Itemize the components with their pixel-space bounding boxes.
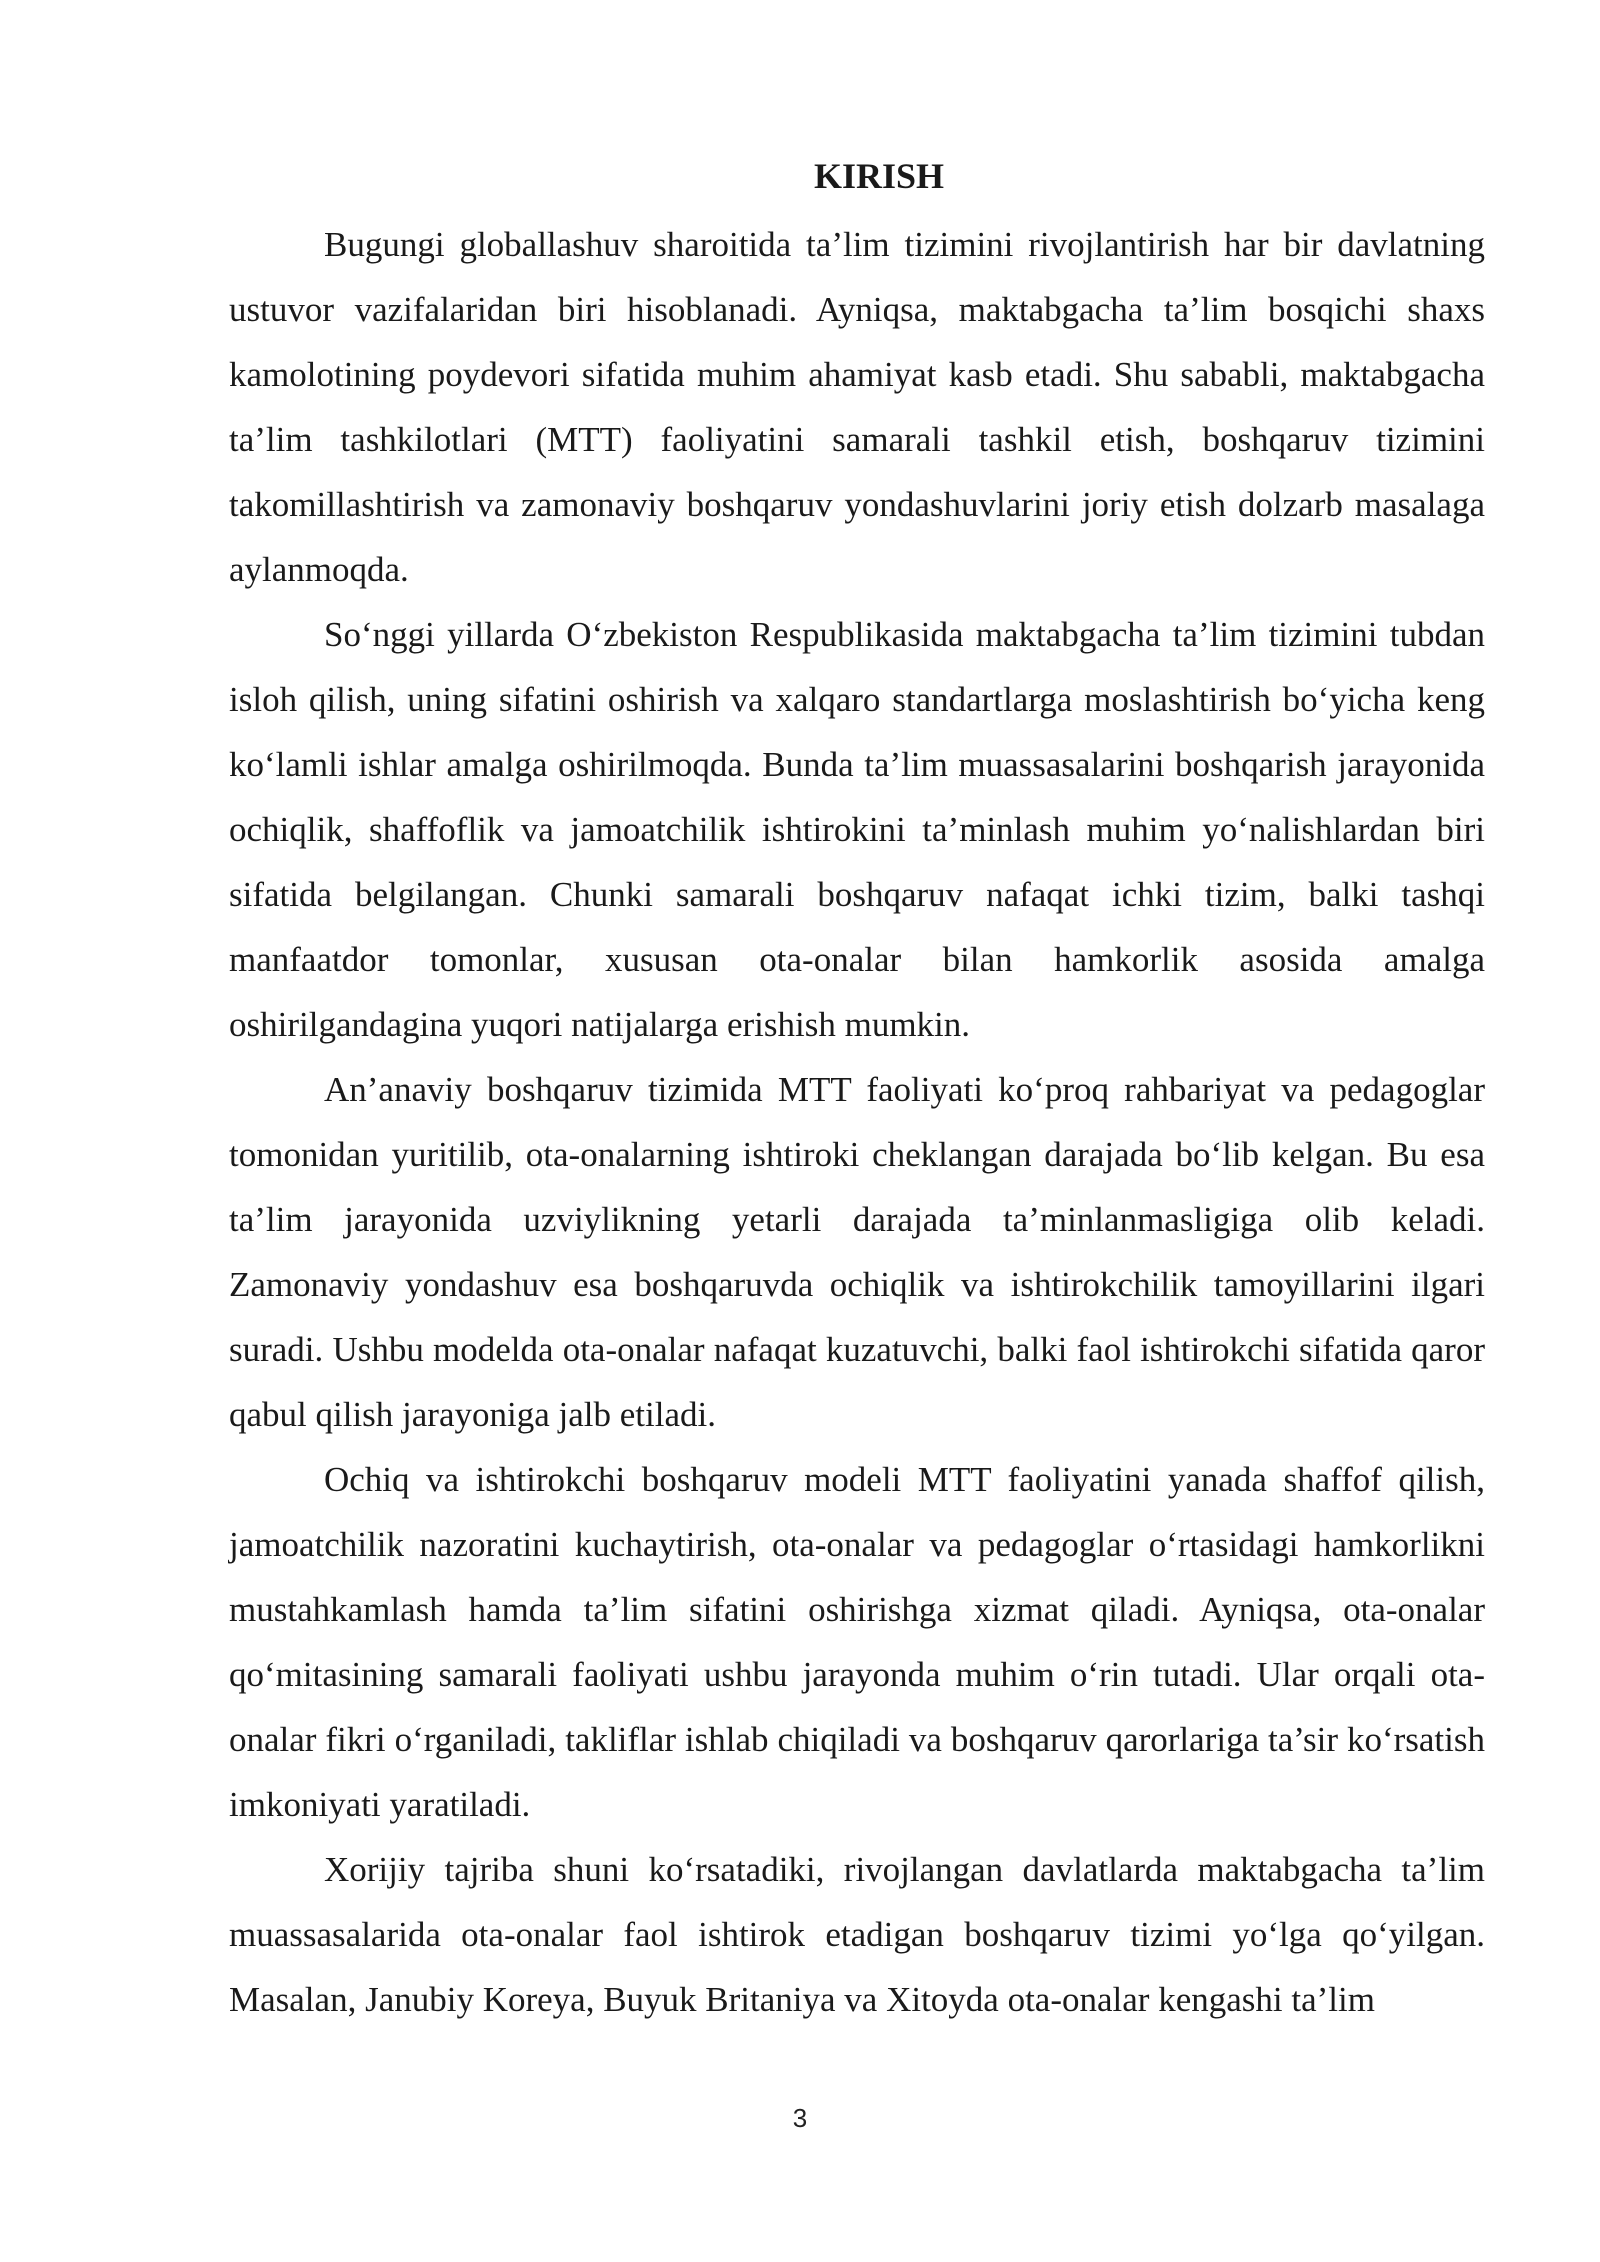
page-body <box>229 150 1485 2032</box>
page-number: 3 <box>792 2103 808 2133</box>
page-title: KIRISH <box>813 156 945 196</box>
paragraph-4: Ochiq va ishtirokchi boshqaruv modeli MTT faoliyatini yanada shaffof qilish, jamoatchilik nazoratini kuchaytirish, ota-onalar va pedagoglar o‘rtasidagi hamkorlikni mustahkamlash hamda ta’lim sifatini oshirishga xizmat qiladi. Ayniqsa, ota-onalar qo‘mitasining samarali faoliyati ushbu jarayonda muhim o‘rin tutadi. Ular orqali ota-onalar fikri o‘rganiladi, takliflar ishlab chiqiladi va boshqaruv qarorlariga ta’sir ko‘rsatish imkoniyati yaratiladi. <box>229 1460 1485 1824</box>
paragraph-3: An’anaviy boshqaruv tizimida MTT faoliyati ko‘proq rahbariyat va pedagoglar tomonidan yuritilib, ota-onalarning ishtiroki cheklangan darajada bo‘lib kelgan. Bu esa ta’lim jarayonida uzviylikning yetarli darajada ta’minlanmasligiga olib keladi. Zamonaviy yondashuv esa boshqaruvda ochiqlik va ishtirokchilik tamoyillarini ilgari suradi. Ushbu modelda ota-onalar nafaqat kuzatuvchi, balki faol ishtirokchi sifatida qaror qabul qilish jarayoniga jalb etiladi. <box>229 1070 1485 1434</box>
paragraph-5: Xorijiy tajriba shuni ko‘rsatadiki, rivojlangan davlatlarda maktabgacha ta’lim muassasalarida ota-onalar faol ishtirok etadigan boshqaruv tizimi yo‘lga qo‘yilgan. Masalan, Janubiy Koreya, Buyuk Britaniya va Xitoyda ota-onalar kengashi ta’lim <box>229 1850 1485 2019</box>
paragraph-1: Bugungi globallashuv sharoitida ta’lim tizimini rivojlantirish har bir davlatning ustuvor vazifalaridan biri hisoblanadi. Ayniqsa, maktabgacha ta’lim bosqichi shaxs kamolotining poydevori sifatida muhim ahamiyat kasb etadi. Shu sababli, maktabgacha ta’lim tashkilotlari (MTT) faoliyatini samarali tashkil etish, boshqaruv tizimini takomillashtirish va zamonaviy boshqaruv yondashuvlarini joriy etish dolzarb masalaga aylanmoqda. <box>229 225 1485 589</box>
paragraph-2: So‘nggi yillarda O‘zbekiston Respublikasida maktabgacha ta’lim tizimini tubdan isloh qilish, uning sifatini oshirish va xalqaro standartlarga moslashtirish bo‘yicha keng ko‘lamli ishlar amalga oshirilmoqda. Bunda ta’lim muassasalarini boshqarish jarayonida ochiqlik, shaffoflik va jamoatchilik ishtirokini ta’minlash muhim yo‘nalishlardan biri sifatida belgilangan. Chunki samarali boshqaruv nafaqat ichki tizim, balki tashqi manfaatdor tomonlar, xususan ota-onalar bilan hamkorlik asosida amalga oshirilgandagina yuqori natijalarga erishish mumkin. <box>229 615 1485 1044</box>
